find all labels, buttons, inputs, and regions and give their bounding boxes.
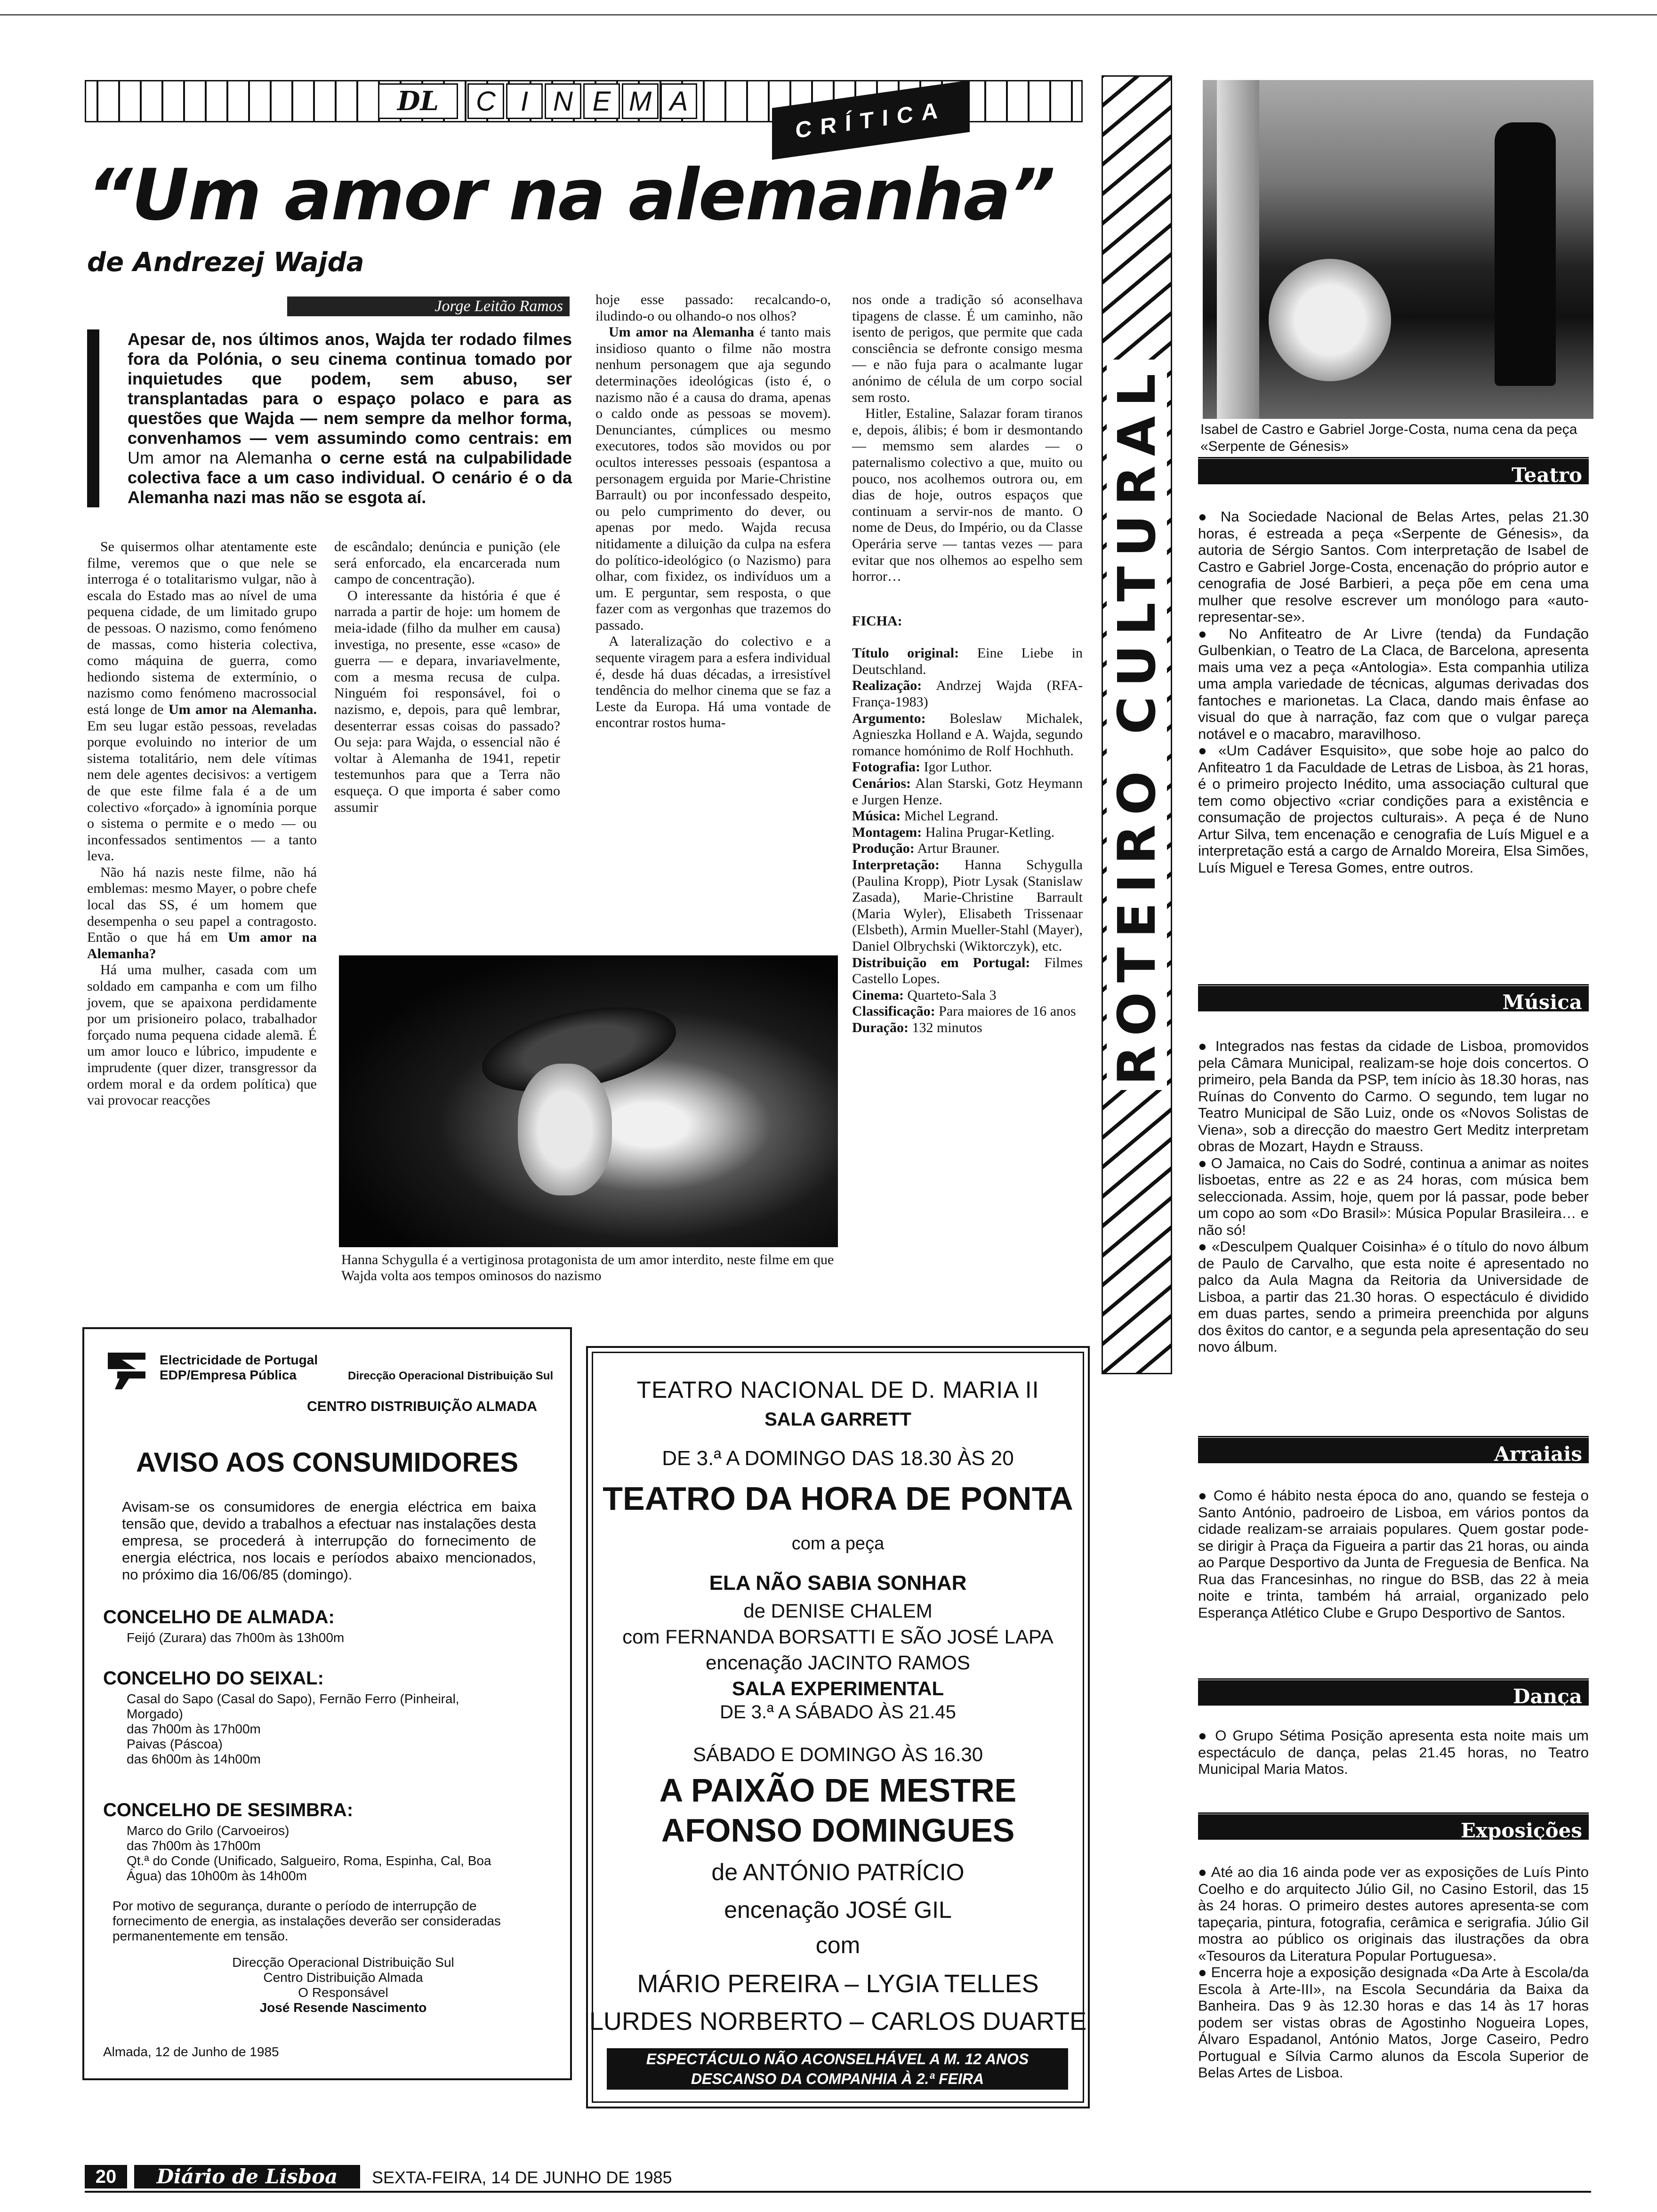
top-rule: [0, 14, 1657, 16]
concelho-items: [127, 1691, 513, 1767]
article-column-3: [595, 292, 831, 731]
ficha-item: [852, 825, 1083, 841]
listing-item: ● O Grupo Sétima Posição apresenta esta noite mais um espectáculo de dança, pelas 21.45 horas, no Teatro Municipal Maria Matos.: [1198, 1727, 1589, 1777]
ficha-key: Classificação:: [852, 1003, 935, 1019]
film-title: Um amor na Alemanha.: [169, 701, 317, 717]
section-header-teatro: Teatro: [1198, 459, 1589, 485]
lead-film-title: Um amor na Alemanha: [128, 448, 313, 467]
edp-notice-heading: AVISO AOS CONSUMIDORES: [136, 1447, 519, 1478]
danca-listings: [1198, 1727, 1589, 1778]
footer-rule: [85, 2191, 1591, 2193]
concelho-item: Qt.ª do Conde (Unificado, Salgueiro, Roma, Espinha, Cal, Boa Água) das 10h00m às 14h00m: [127, 1853, 491, 1883]
theatre-name: TEATRO NACIONAL DE D. MARIA II: [636, 1377, 1039, 1403]
article-subtitle: de Andrezej Wajda: [87, 247, 364, 278]
concelho-items: [127, 1823, 513, 1883]
play-title: A PAIXÃO DE MESTRE: [659, 1772, 1017, 1809]
paragraph: A lateralização do colectivo e a sequente viragem para a esfera individual é, desde há duas décadas, a irresistível tendência do melhor cinema que se faz a Leste da Europa. Há uma vontade de encontrar rostos huma-: [595, 633, 831, 731]
show-times: DE 3.ª A DOMINGO DAS 18.30 ÀS 20: [662, 1447, 1014, 1470]
ficha-key: Fotografia:: [852, 759, 920, 775]
ficha-key: Interpretação:: [852, 857, 940, 873]
paragraph: Há uma mulher, casada com um soldado em campanha e com um filho jovem, que se apaixona perdidamente por um prisioneiro polaco, trabalhador forçado numa pequena cidade alemã. É um amor louco e lúbrico, impudente e imprudente (quer dizer, transgressor da ordem moral e da ordem política) que vai provocar reacções: [87, 962, 317, 1108]
ficha-value: Michel Legrand.: [904, 808, 998, 824]
photo-caption: Hanna Schygulla é a vertiginosa protagonista de um amor interdito, neste filme em que Wajda volta aos tempos ominosos do nazismo: [341, 1252, 834, 1283]
paragraph: Se quisermos olhar atentamente este filme, veremos que o que nele se interroga é o totalitarismo vulgar, não à escala do Estado mas ao nível de uma pequena cidade, de um limitado grupo de pessoas. O nazismo, como fenómeno de massas, como histeria colectiva, como máquina de guerra, como hediondo sistema de extermínio, o nazismo como fenómeno macrossocial está longe de: [87, 539, 317, 717]
play-author: de DENISE CHALEM: [743, 1600, 933, 1622]
ficha-value: Alan Starski, Gotz Heymann e Jurgen Henze.: [852, 776, 1083, 808]
play-author: de ANTÓNIO PATRÍCIO: [711, 1859, 965, 1885]
play-title: AFONSO DOMINGUES: [661, 1812, 1015, 1849]
play-cast: com FERNANDA BORSATTI E SÃO JOSÉ LAPA: [622, 1626, 1054, 1648]
concelho-item: das 7h00m às 17h00m: [127, 1722, 261, 1736]
ficha-value: Igor Luthor.: [924, 759, 992, 775]
theatre-photo-caption: Isabel de Castro e Gabriel Jorge-Costa, numa cena da peça «Serpente de Génesis»: [1200, 422, 1577, 454]
section-letter: E: [583, 83, 620, 119]
photo-figure-seated: [1269, 259, 1391, 381]
concelho-heading: CONCELHO DO SEIXAL:: [103, 1668, 324, 1689]
concelho-item: Marco do Grilo (Carvoeiros): [127, 1823, 290, 1838]
lead-text: o cerne está na culpabilidade colectiva face a um caso individual. O cenário é o da Alemanha nazi mas não se esgota aí.: [128, 448, 572, 507]
roteiro-cultural-label: ROTEIRO CULTURAL: [1107, 360, 1167, 1090]
show-times: DE 3.ª A SÁBADO ÀS 21.45: [720, 1702, 956, 1723]
ficha-value: Andrzej Wajda (RFA-França-1983): [852, 678, 1083, 710]
listing-item: ● Até ao dia 16 ainda pode ver as exposições de Luís Pinto Coelho e do arquitecto Júlio Gil, no Casino Estoril, das 15 às 24 horas. O primeiro destes autores apresenta-se com tapeçaria, pintura, fotografia, cerâmica e serigrafia. Júlio Gil mostra ao público os originais das ilustrações da obra «Tesouros da Literatura Popular Portuguesa».: [1198, 1864, 1589, 1964]
paragraph: O interessante da história é que é narrada a partir de hoje: um homem de meia-idade (filho da mulher em causa) investiga, no presente, esse «caso» de guerra — e depara, invariavelmente, com a mesma recusa de culpa. Ninguém foi responsável, foi o nazismo, e, depois, para quê lembrar, desenterrar essas coisas do passado? Ou seja: para Wajda, o essencial não é voltar à Alemanha de 1941, repetir testemunhos para que a Terra não esqueça. O que importa é saber como assumir: [334, 587, 560, 815]
paper-logo: DL: [378, 83, 458, 119]
ficha-value: Halina Prugar-Ketling.: [925, 824, 1055, 840]
film-title: Um amor na Alemanha: [609, 324, 755, 340]
section-header-arraiais: Arraiais: [1198, 1438, 1589, 1464]
page-number: 20: [85, 2165, 127, 2188]
paragraph: Não há nazis neste filme, não há emblemas: mesmo Mayer, o pobre chefe local das SS, é um homem que desempenha o seu papel a contragosto. Então o que há em: [87, 864, 317, 946]
age-notice: [607, 2048, 1068, 2090]
edp-company-name: [160, 1353, 318, 1383]
subsection-label: CRÍTICA: [772, 80, 970, 160]
concelho-heading: CONCELHO DE ALMADA:: [103, 1607, 335, 1627]
concelho-heading: CONCELHO DE SESIMBRA:: [103, 1800, 354, 1820]
ficha-value: Artur Brauner.: [917, 841, 1000, 857]
show-title: TEATRO DA HORA DE PONTA: [603, 1480, 1073, 1517]
concelho-item: Paivas (Páscoa): [127, 1737, 223, 1751]
listing-item: ● Como é hábito nesta época do ano, quando se festeja o Santo António, padroeiro de Lisboa, em vários pontos da cidade realizam-se arraiais populares. Quem gostar pode-se dirigir à Praça da Figueira a partir das 21 horas, ou ainda ao Parque Desportivo da Junta de Freguesia de Benfica. Na Rua das Francesinhas, no ringue do BSB, das 22 à meia noite e trinta, também há arraial, organizado pelo Esperança Atlético Clube e Grupo Desportivo de Santos.: [1198, 1487, 1589, 1621]
section-letters: [467, 83, 699, 119]
listing-item: ● Integrados nas festas da cidade de Lisboa, promovidos pela Câmara Municipal, realizam-se hoje dois concertos. O primeiro, pela Banda da PSP, tem início às 18.30 horas, nas Ruínas do Convento do Carmo. O segundo, tem lugar no Teatro Municipal de São Luiz, onde os «Novos Solistas de Viena», sob a direcção do maestro Gert Meditz interpretam obras de Mozart, Haydn e Strauss.: [1198, 1038, 1589, 1154]
ficha-item: [852, 678, 1083, 710]
roteiro-cultural-banner: [1102, 75, 1172, 1374]
room-name: SALA GARRETT: [764, 1409, 911, 1430]
listing-item: ● «Um Cadáver Esquisito», que sobe hoje ao palco do Anfiteatro 1 da Faculdade de Letras de Lisboa, às 21 horas, é o primeiro projecto Inédito, uma associação cultural que tem como objectivo «criar condições para a existência e consumação de projectos culturais». A peça é de Nuno Artur Silva, tem encenação e cenografia de Luís Miguel e a interpretação está a cargo de Arnaldo Moreira, Elsa Simões, Luís Miguel e Teresa Gomes, entre outros.: [1198, 742, 1589, 876]
edp-centre: CENTRO DISTRIBUIÇÃO ALMADA: [307, 1399, 537, 1414]
section-letter: M: [622, 83, 659, 119]
concelho-items: Feijó (Zurara) das 7h00m às 13h00m: [127, 1630, 345, 1645]
film-still-photo: [339, 955, 838, 1247]
section-letter: A: [660, 83, 697, 119]
signature-line: Direcção Operacional Distribuição Sul: [232, 1955, 454, 1970]
ficha-item: [852, 1020, 1083, 1036]
ficha-list: [852, 645, 1083, 1036]
section-letter: N: [545, 83, 581, 119]
arraiais-listings: [1198, 1487, 1589, 1621]
ficha-key: Duração:: [852, 1019, 909, 1035]
teatro-listings: [1198, 508, 1589, 876]
article-column-2: [334, 539, 560, 816]
signature-line: Centro Distribuição Almada: [263, 1970, 423, 1985]
show-subtitle: com a peça: [791, 1534, 885, 1554]
photo-figure-standing: [1495, 122, 1556, 386]
ficha-item: [852, 776, 1083, 808]
listing-item: ● Encerra hoje a exposição designada «Da Arte à Escola/da Escola à Arte-III», na Escola Secundária da Baixa da Banheira. Das 9 às 12.30 horas e das 14 às 17 horas podem ser vistas obras de Agostinho Nogueira Lopes, Álvaro Espadanol, António Matos, Jorge Caseiro, Pedro Portugual e Sílvia Carmo alunos da Escola Superior de Belas Artes de Lisboa.: [1198, 1964, 1589, 2081]
article-column-4: [852, 292, 1083, 1036]
article-column-1: [87, 539, 317, 1109]
play-director: encenação JACINTO RAMOS: [706, 1651, 970, 1674]
play-director: encenação JOSÉ GIL: [724, 1897, 952, 1923]
paragraph: de escândalo; denúncia e punição (ele será enforcado, ela encarcerada num campo de concentração).: [334, 539, 560, 587]
ficha-key: Produção:: [852, 841, 915, 857]
issue-date: SEXTA-FEIRA, 14 DE JUNHO DE 1985: [372, 2168, 672, 2187]
ficha-key: Título original:: [852, 645, 959, 661]
photo-column-shape: [1217, 80, 1259, 419]
concelho-item: Casal do Sapo (Casal do Sapo), Fernão Ferro (Pinheiral, Morgado): [127, 1691, 459, 1721]
ficha-item: [852, 955, 1083, 987]
ficha-value: Quarteto-Sala 3: [907, 987, 997, 1003]
ficha-item: [852, 841, 1083, 857]
section-letter: I: [506, 83, 543, 119]
listing-item: ● O Jamaica, no Cais do Sodré, continua a animar as noites lisboetas, entre as 22 e as 24 horas, com música bem seleccionada. Assim, hoje, quem por lá passar, pode beber um copo ao som «Do Brasil»: Música Popular Brasileira… e não só!: [1198, 1154, 1589, 1238]
edp-company-line: Electricidade de Portugal: [160, 1353, 318, 1367]
cast-intro: com: [815, 1932, 861, 1958]
edp-advertisement: [82, 1327, 572, 2080]
show-times: SÁBADO E DOMINGO ÀS 16.30: [692, 1743, 983, 1765]
ficha-value: Hanna Schygulla (Paulina Kropp), Piotr Lysak (Stanislaw Zasada), Marie-Christine Barrault (Maria Wyler), Elisabeth Trissenaar (Elsbeth), Armin Mueller-Stahl (Mayer), Daniel Olbrychski (Wiktorczyk), etc.: [852, 857, 1083, 954]
section-header-danca: Dança: [1198, 1680, 1589, 1707]
ficha-item: [852, 808, 1083, 825]
ficha-item: [852, 987, 1083, 1004]
ficha-key: Cenários:: [852, 776, 911, 792]
ficha-value: Filmes Castello Lopes.: [852, 954, 1083, 987]
ficha-key: Realização:: [852, 678, 922, 694]
article-title: “Um amor na alemanha”: [87, 154, 1055, 236]
film-title: Um amor na Alemanha?: [87, 930, 317, 962]
edp-direction: Direcção Operacional Distribuição Sul: [348, 1370, 554, 1382]
theatre-scene-photo: [1203, 80, 1593, 419]
paragraph: Em seu lugar estão pessoas, reveladas porque evoluindo no interior de um sistema totalitário, nem dele vítimas nem dele agentes decisivos: a vertigem de que este filme fala é a de um colectivo «forçado» à ignomínia porque o sistema o permite e o medo — ou inconfessados sentimentos — a tanto leva.: [87, 718, 317, 864]
exposicoes-listings: [1198, 1864, 1589, 2081]
ficha-item: [852, 759, 1083, 776]
ficha-item: [852, 645, 1083, 678]
section-header-exposicoes: Exposições: [1198, 1814, 1589, 1841]
ficha-item: [852, 711, 1083, 760]
paragraph: hoje esse passado: recalcando-o, iludindo-o ou olhando-o nos olhos?: [595, 292, 831, 324]
edp-company-line: EDP/Empresa Pública: [160, 1368, 297, 1382]
edp-signature: [202, 1955, 484, 2015]
newspaper-name: Diário de Lisboa: [134, 2165, 360, 2188]
listing-item: ● No Anfiteatro de Ar Livre (tenda) da Fundação Gulbenkian, o Teatro de La Claca, de Barcelona, apresenta mais uma vez a peça «Antologia». Esta companhia utiliza uma ampla variedade de técnicas, algumas derivadas dos fantoches e marionetas. La Claca, dando mais ênfase ao visual do que à narração, faz com que o vulgar pareça notável e o macabro, maravilhoso.: [1198, 625, 1589, 742]
ficha-item: [852, 857, 1083, 955]
edp-safety-note: Por motivo de segurança, durante o período de interrupção de fornecimento de energia, as instalações deverão ser consideradas permanentemente em tensão.: [113, 1899, 501, 1943]
paragraph: Hitler, Estaline, Salazar foram tiranos e, depois, álibis; é bom ir desmontando — memsmo sem alardes — o paternalismo colectivo a que, muito ou pouco, nos acolhemos outrora ou, em dias de hoje, outros espaços que continuam a servir-nos de manto. O nome de Deus, do Império, ou da Classe Operária serve — tantas vezes — para evitar que nos olhemos ao espelho sem horror…: [852, 406, 1083, 585]
play-cast: MÁRIO PEREIRA – LYGIA TELLES: [637, 1970, 1039, 1998]
photo-face-shape: [518, 1064, 612, 1195]
edp-logo-icon: [103, 1348, 150, 1390]
signature-line: O Responsável: [298, 1985, 388, 2000]
teatro-nacional-advertisement: [586, 1346, 1090, 2108]
article-lead: [87, 329, 572, 507]
ficha-value: 132 minutos: [912, 1019, 982, 1035]
ficha-key: Argumento:: [852, 710, 926, 726]
notice-line: ESPECTÁCULO NÃO ACONSELHÁVEL A M. 12 ANOS: [646, 2051, 1029, 2068]
lead-text: Apesar de, nos últimos anos, Wajda ter rodado filmes fora da Polónia, o seu cinema continua tomado por inquietudes que podem, sem abuso, ser transplantadas para o espaço polaco e para as questões que Wajda — nem sempre da melhor forma, convenhamos — vem assumindo como centrais: em: [128, 329, 572, 448]
concelho-item: das 6h00m às 14h00m: [127, 1752, 261, 1766]
listing-item: ● «Desculpem Qualquer Coisinha» é o título do novo álbum de Paulo de Carvalho, que esta noite é apresentado no palco da Aula Magna da Reitoria da Universidade de Lisboa, a partir das 21.30 horas. O espectáculo é dividido em duas partes, sendo a primeira preenchida por alguns dos êxitos do cantor, e a segunda pela apresentação do seu novo álbum.: [1198, 1238, 1589, 1355]
signature-line: José Resende Nascimento: [259, 2000, 427, 2015]
ficha-value: Eine Liebe in Deutschland.: [852, 645, 1083, 677]
article-byline: Jorge Leitão Ramos: [287, 297, 570, 316]
section-header-musica: Música: [1198, 986, 1589, 1012]
play-cast: LURDES NORBERTO – CARLOS DUARTE: [589, 2007, 1087, 2036]
section-letter: C: [467, 83, 504, 119]
room-name: SALA EXPERIMENTAL: [732, 1677, 944, 1699]
edp-date: Almada, 12 de Junho de 1985: [103, 2044, 279, 2059]
ficha-title: FICHA:: [852, 613, 902, 629]
ficha-value: Boleslaw Michalek, Agnieszka Holland e A. Wajda, segundo romance homónimo de Rolf Hochhuth.: [852, 710, 1083, 759]
concelho-item: das 7h00m às 17h00m: [127, 1838, 261, 1853]
ficha-key: Música:: [852, 808, 901, 824]
listing-item: ● Na Sociedade Nacional de Belas Artes, pelas 21.30 horas, é estreada a peça «Serpente de Génesis», da autoria de Sérgio Santos. Com interpretação de Isabel de Castro e Gabriel Jorge-Costa, encenação do próprio autor e cenografia de José Barbieri, a peça põe em cena uma mulher que resolve escrever um monólogo para «auto-representar-se».: [1198, 508, 1589, 625]
edp-notice-text: Avisam-se os consumidores de energia eléctrica em baixa tensão que, devido a trabalhos a efectuar nas instalações desta empresa, se procederá à interrupção do fornecimento de energia eléctrica, nos locais e períodos abaixo mencionados, no próximo dia 16/06/85 (domingo).: [122, 1499, 536, 1583]
musica-listings: [1198, 1038, 1589, 1355]
paragraph: é tanto mais insidioso quanto o filme não mostra nenhum personagem que aja segundo determinações ideológicas (isto é, o nazismo não é a causa do drama, apenas o caldo onde as pessoas se movem). Denunciantes, cúmplices ou mesmo executores, todos são movidos ou por ocultos interesses pessoais (espantosa a personagem erguida por Marie-Christine Barrault) ou por inconfessado despeito, ou pelo cumprimento do dever, ou apenas por medo. Wajda recusa nitidamente a diluição da culpa na esfera do político-ideológico (o Nazismo) para olhar, com fixidez, os indivíduos um a um. E perguntar, sem resposta, o que fazer com as vergonhas que trazemos do passado.: [595, 324, 831, 633]
paragraph: nos onde a tradição só aconselhava tipagens de classe. É um caminho, não isento de perigos, que permite que cada consciência se defronte consigo mesma — e não fuja para o acalmante lugar anónimo de célula de um corpo social sem rosto.: [852, 292, 1083, 405]
play-title: ELA NÃO SABIA SONHAR: [709, 1571, 967, 1595]
ficha-key: Montagem:: [852, 824, 922, 840]
notice-line: DESCANSO DA COMPANHIA À 2.ª FEIRA: [691, 2070, 984, 2087]
ficha-key: Cinema:: [852, 987, 904, 1003]
ficha-item: [852, 1003, 1083, 1020]
ficha-key: Distribuição em Portugal:: [852, 954, 1030, 970]
ficha-value: Para maiores de 16 anos: [939, 1003, 1076, 1019]
